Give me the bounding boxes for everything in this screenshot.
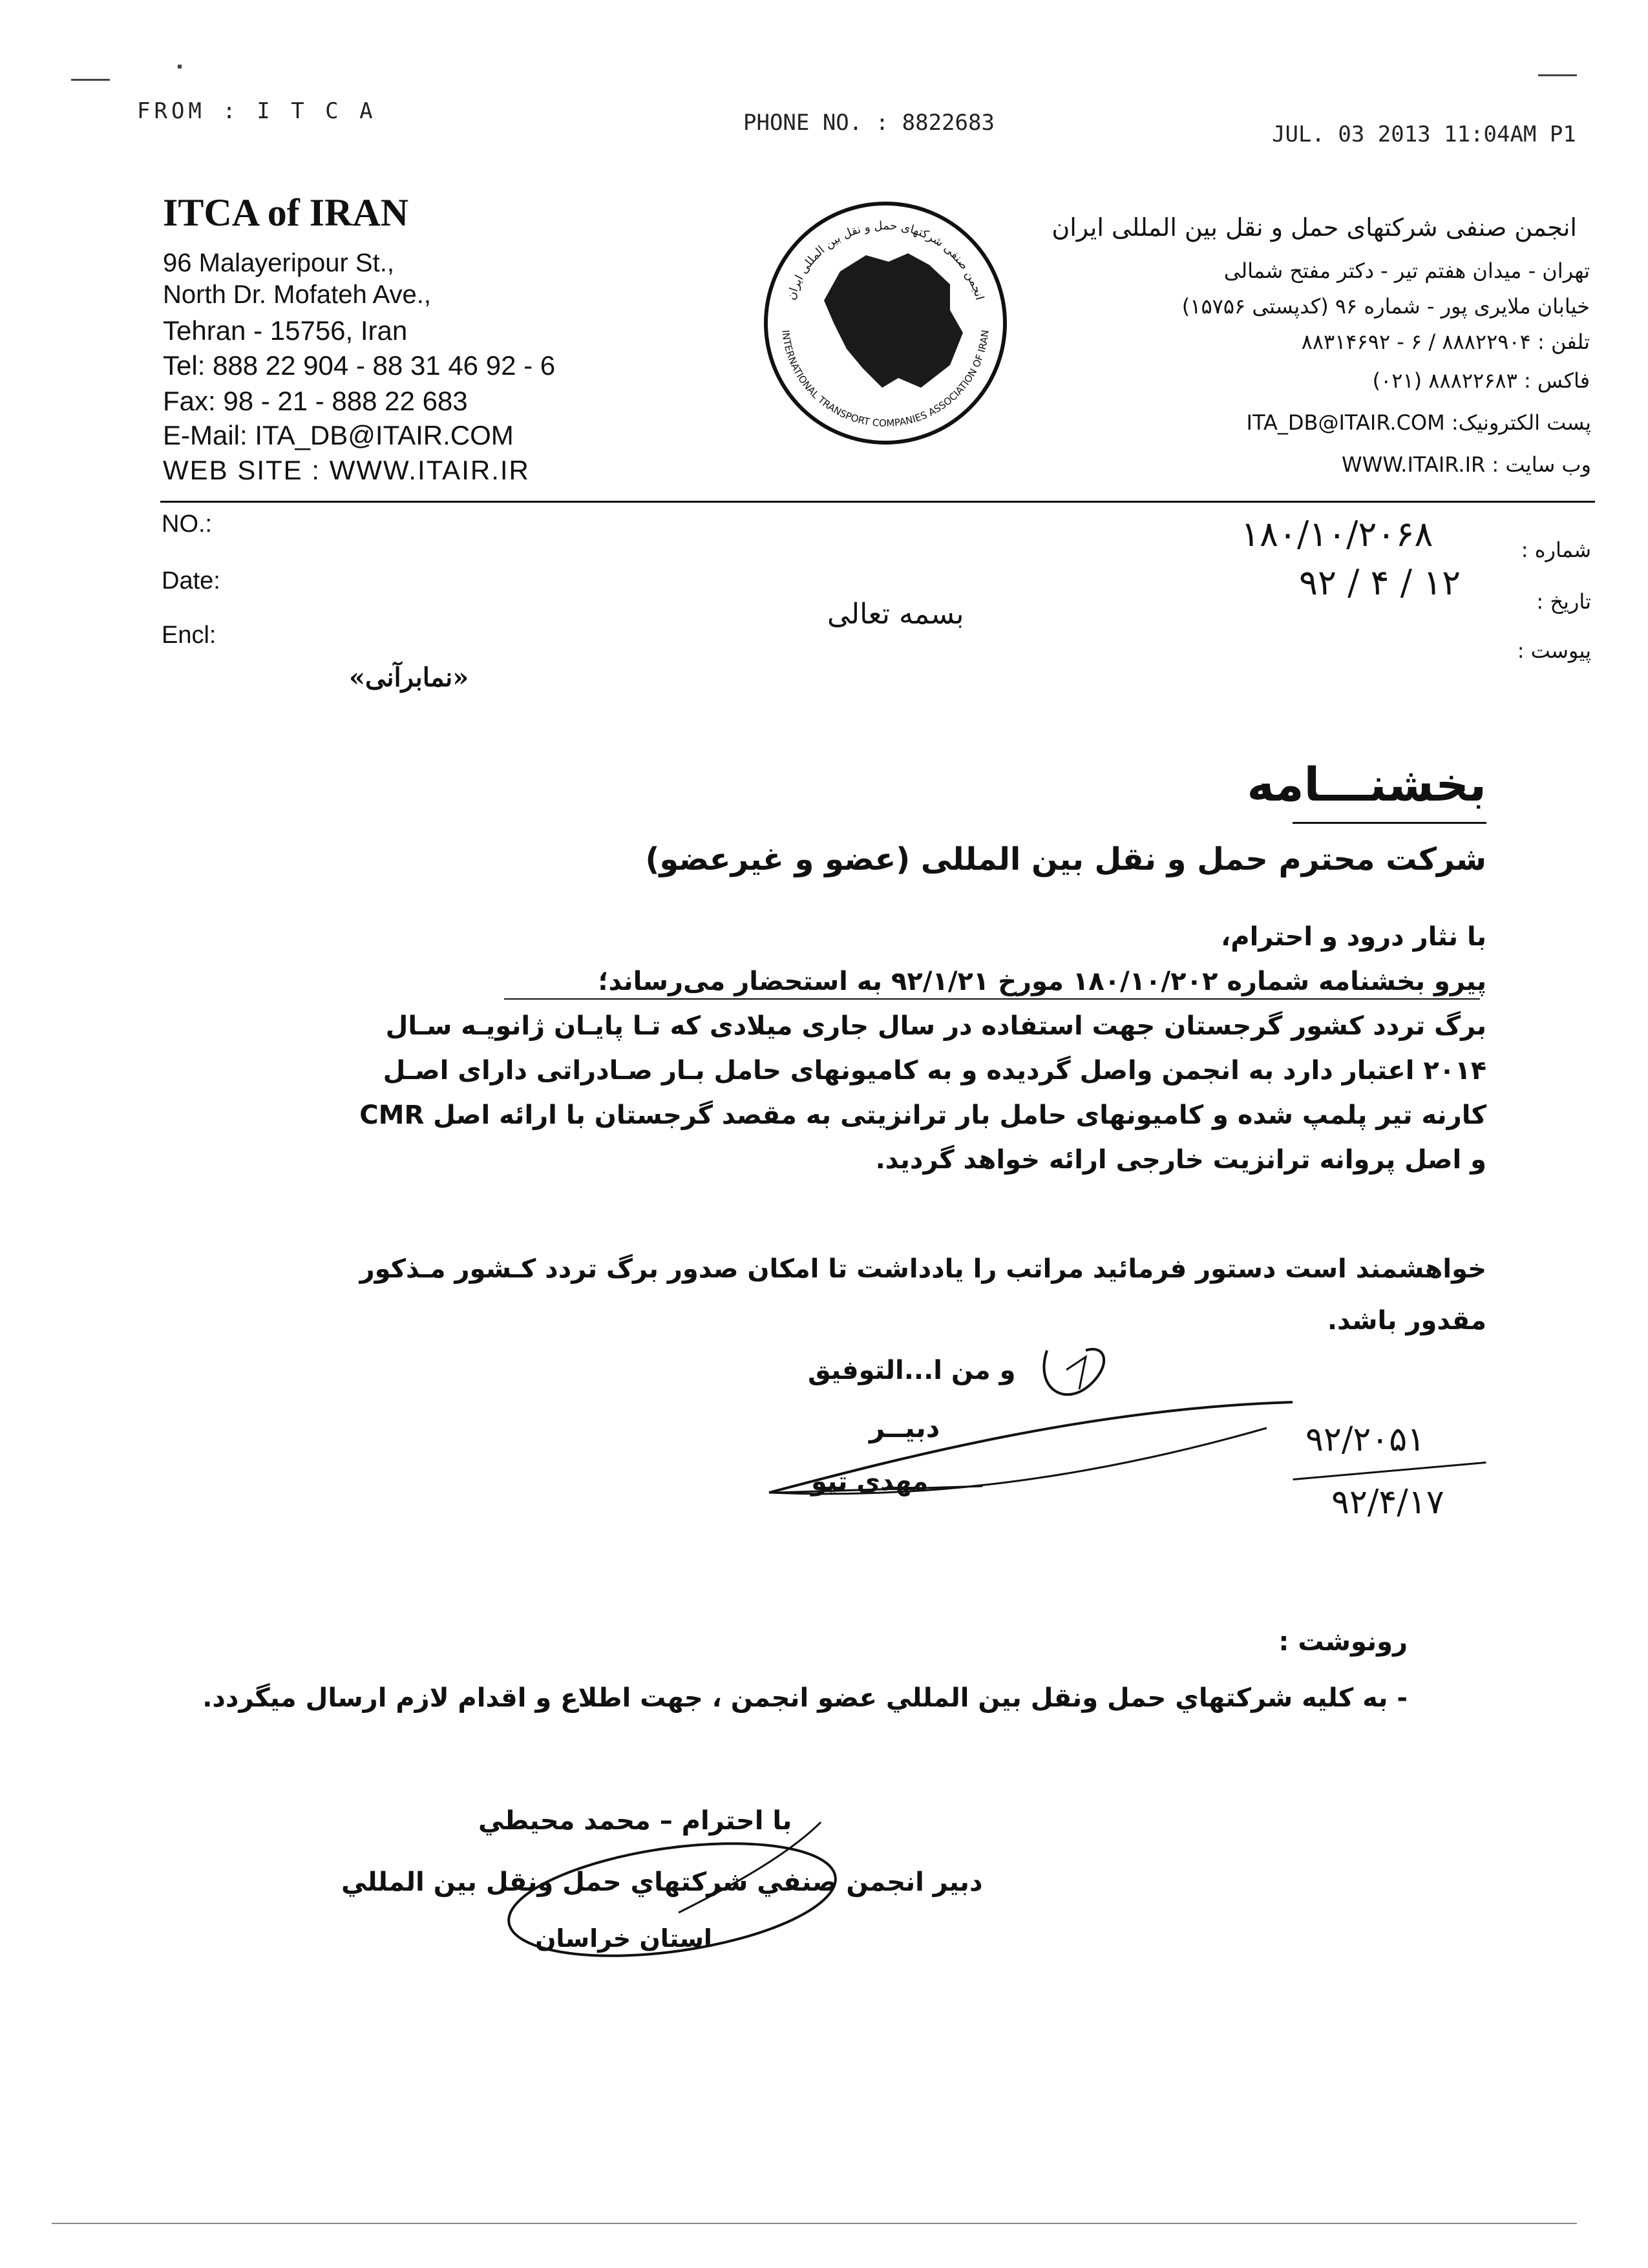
cc-line: - به کلیه شرکتهاي حمل ونقل بین المللي عضو انجمن ، جهت اطلاع و اقدام لازم ارسال میگردد. <box>202 1683 1408 1713</box>
handwritten-signoff-date-2: ۹۲/۴/۱۷ <box>1331 1483 1444 1522</box>
signer-name: مهدی تیو <box>811 1467 929 1496</box>
email-en: E-Mail: ITA_DB@ITAIR.COM <box>163 420 514 450</box>
website-en: WEB SITE : WWW.ITAIR.IR <box>163 455 530 485</box>
circular-title-underline <box>1293 822 1486 824</box>
fax-from: FROM : I T C A <box>137 98 377 124</box>
address-fa-line-1: تهران - میدان هفتم تیر - دکتر مفتح شمالی <box>1223 258 1590 283</box>
body-line-6: و اصل پروانه ترانزیت خارجی ارائه خواهد گردید. <box>875 1145 1486 1175</box>
forward-stamp-signature <box>485 1809 847 1964</box>
reference-underline <box>504 998 1480 1000</box>
email-fa: پست الکترونیک: ITA_DB@ITAIR.COM <box>1246 410 1591 435</box>
phone-fa: تلفن : ۸۸۸۲۲۹۰۴ / ۶ - ۸۸۳۱۴۶۹۲ <box>1301 330 1590 354</box>
number-label-fa: شماره : <box>1521 538 1591 562</box>
forward-line-1: با احترام – محمد محیطي <box>478 1806 792 1836</box>
scan-bottom-edge <box>52 2223 1577 2224</box>
signer-role: دبیــر <box>869 1412 940 1444</box>
date-label-fa: تاریخ : <box>1536 589 1591 614</box>
closing-phrase: و من ا...التوفیق <box>808 1356 1016 1385</box>
svg-text:انجمن صنفی شرکتهای حمل و نقل ب: انجمن صنفی شرکتهای حمل و نقل بین المللی ایران <box>784 218 987 302</box>
handwritten-signature <box>763 1331 1312 1525</box>
scan-mark-top-left <box>71 79 110 81</box>
body-line-1: با نثار درود و احترام، <box>1221 922 1486 952</box>
addressee: شرکت محترم حمل و نقل بین المللی (عضو و غیرعضو) <box>645 841 1486 877</box>
handwritten-number: ۱۸۰/۱۰/۲۰۶۸ <box>1241 514 1433 554</box>
address-en-line-1: 96 Malayeripour St., <box>163 249 394 277</box>
body-line-5: کارنه تیر پلمپ شده و کامیونهای حامل بار ترانزیتی به مقصد گرجستان با ارائه اصل CMR <box>359 1100 1486 1130</box>
forward-line-2: دبیر انجمن صنفي شرکتهاي حمل ونقل بین المللي <box>341 1867 983 1897</box>
forward-line-3: استان خراسان <box>535 1924 712 1953</box>
letterhead-divider <box>160 501 1595 503</box>
fax-datetime: JUL. 03 2013 11:04AM P1 <box>1272 121 1576 147</box>
org-name-en: ITCA of IRAN <box>163 191 409 234</box>
number-label-en: NO.: <box>162 510 213 538</box>
website-fa: وب سایت : WWW.ITAIR.IR <box>1342 452 1591 477</box>
fax-fa: فاکس : ۸۸۸۲۲۶۸۳ (۰۲۱) <box>1372 368 1590 393</box>
svg-text:INTERNATIONAL TRANSPORT COMPAN: INTERNATIONAL TRANSPORT COMPANIES ASSOCIATION OF IRAN <box>779 329 991 430</box>
org-name-fa: انجمن صنفی شرکتهای حمل و نقل بین المللی ایران <box>1051 213 1577 242</box>
enclosure-label-en: Encl: <box>162 622 217 649</box>
handwritten-signoff-date-1: ۹۲/۲۰۵۱ <box>1305 1420 1426 1459</box>
scan-dot <box>178 65 182 68</box>
scan-mark-top-right <box>1538 74 1577 76</box>
urgent-fax-note: «نمابرآنی» <box>349 662 469 693</box>
phone-en: Tel: 888 22 904 - 88 31 46 92 - 6 <box>163 350 556 381</box>
body-line-7: خواهشمند است دستور فرمائید مراتب را یادداشت تا امکان صدور برگ تردد کـشور مـذکور <box>359 1254 1486 1284</box>
signoff-divider <box>1293 1462 1486 1480</box>
body-line-4: ۲۰۱۴ اعتبار دارد به انجمن واصل گردیده و به کامیونهای حامل بـار صـادراتی دارای اصـل <box>383 1056 1486 1086</box>
association-logo <box>756 194 1015 452</box>
address-fa-line-2: خیابان ملایری پور - شماره ۹۶ (کدپستی ۱۵۷۵۶) <box>1181 294 1590 319</box>
body-line-2: پیرو بخشنامه شماره ۱۸۰/۱۰/۲۰۲ مورخ ۹۲/۱/۲۱ به استحضار می‌رساند؛ <box>598 967 1486 996</box>
handwritten-date: ۹۲ / ۴ / ۱۲ <box>1299 562 1461 603</box>
cc-label: رونوشت : <box>1278 1627 1408 1657</box>
fax-en: Fax: 98 - 21 - 888 22 683 <box>163 386 468 416</box>
date-label-en: Date: <box>162 567 220 594</box>
enclosure-label-fa: پیوست : <box>1517 638 1591 663</box>
bismillah: بسمه تعالی <box>827 598 964 631</box>
body-line-3: برگ تردد کشور گرجستان جهت استفاده در سال جاری میلادی که تـا پایـان ژانویـه سـال <box>385 1011 1486 1041</box>
address-en-line-2: North Dr. Mofateh Ave., <box>163 280 432 309</box>
circular-title: بخشنـــامه <box>1247 757 1486 812</box>
body-line-8: مقدور باشد. <box>1327 1306 1486 1336</box>
address-en-line-3: Tehran - 15756, Iran <box>163 315 408 346</box>
iran-map-icon <box>824 253 963 388</box>
fax-phone: PHONE NO. : 8822683 <box>743 110 995 136</box>
